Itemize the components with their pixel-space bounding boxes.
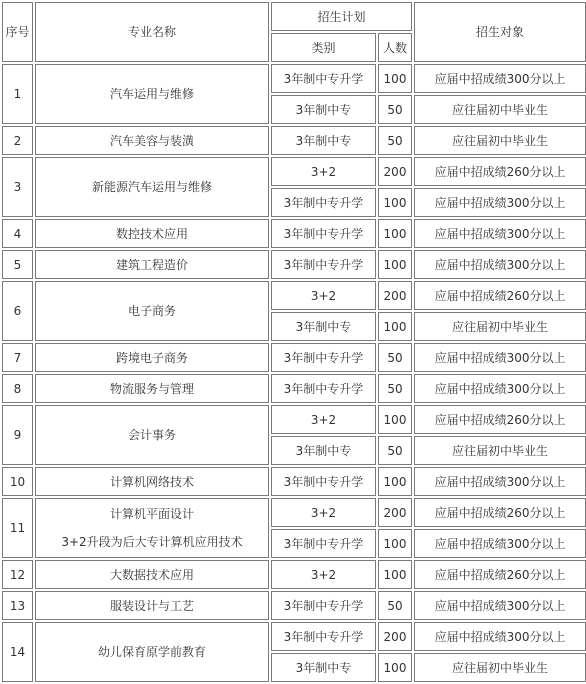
table-row	[2, 405, 586, 434]
table-row	[2, 64, 586, 93]
seq-cell: 14	[2, 622, 33, 682]
target-cell: 应届中招成绩260分以上	[414, 560, 586, 589]
header-target: 招生对象	[414, 2, 586, 62]
count-cell: 50	[378, 95, 412, 124]
category-cell: 3+2	[271, 560, 376, 589]
major-cell	[35, 405, 269, 465]
count-cell: 50	[378, 436, 412, 465]
major-cell	[35, 467, 269, 496]
category-cell: 3+2	[271, 405, 376, 434]
category-cell: 3年制中专升学	[271, 219, 376, 248]
target-cell: 应届中招成绩300分以上	[414, 188, 586, 217]
major-name: 计算机网络技术	[109, 474, 194, 489]
table-row	[2, 622, 586, 651]
table-row	[2, 219, 586, 248]
major-cell	[35, 157, 269, 217]
count-cell: 100	[378, 312, 412, 341]
count-cell: 100	[378, 560, 412, 589]
count-cell: 100	[378, 64, 412, 93]
major-name: 建筑工程造价	[115, 257, 188, 272]
target-cell: 应届中招成绩260分以上	[414, 281, 586, 310]
major-name: 服装设计与工艺	[109, 598, 194, 613]
count-cell: 50	[378, 343, 412, 372]
major-cell	[35, 126, 269, 155]
target-cell: 应往届初中毕业生	[414, 312, 586, 341]
table-row	[2, 157, 586, 186]
table-row	[2, 126, 586, 155]
count-cell: 100	[378, 529, 412, 558]
count-cell: 200	[378, 157, 412, 186]
major-cell	[35, 343, 269, 372]
seq-cell: 10	[2, 467, 33, 496]
category-cell: 3年制中专	[271, 126, 376, 155]
major-cell	[35, 374, 269, 403]
count-cell: 100	[378, 467, 412, 496]
major-note: 3+2升段为后大专计算机应用技术	[61, 535, 243, 549]
target-cell: 应届中招成绩260分以上	[414, 498, 586, 527]
major-name: 计算机平面设计	[109, 507, 194, 521]
category-cell: 3年制中专升学	[271, 64, 376, 93]
header-major: 专业名称	[35, 2, 269, 62]
target-cell: 应往届初中毕业生	[414, 126, 586, 155]
category-cell: 3年制中专升学	[271, 343, 376, 372]
category-cell: 3+2	[271, 498, 376, 527]
seq-cell: 8	[2, 374, 33, 403]
table-row	[2, 560, 586, 589]
category-cell: 3年制中专	[271, 436, 376, 465]
seq-cell: 3	[2, 157, 33, 217]
count-cell: 100	[378, 405, 412, 434]
category-cell: 3年制中专升学	[271, 591, 376, 620]
target-cell: 应往届初中毕业生	[414, 95, 586, 124]
table-row	[2, 281, 586, 310]
category-cell: 3+2	[271, 157, 376, 186]
target-cell: 应届中招成绩300分以上	[414, 343, 586, 372]
header-plan: 招生计划	[271, 2, 412, 31]
table-row	[2, 591, 586, 620]
table-row	[2, 467, 586, 496]
target-cell: 应届中招成绩300分以上	[414, 219, 586, 248]
count-cell: 50	[378, 126, 412, 155]
major-cell	[35, 281, 269, 341]
target-cell: 应届中招成绩260分以上	[414, 157, 586, 186]
seq-cell: 1	[2, 64, 33, 124]
table-row	[2, 498, 586, 527]
major-cell	[35, 622, 269, 682]
count-cell: 50	[378, 374, 412, 403]
seq-cell: 9	[2, 405, 33, 465]
major-cell	[35, 219, 269, 248]
target-cell: 应届中招成绩300分以上	[414, 374, 586, 403]
major-name: 大数据技术应用	[109, 567, 194, 582]
category-cell: 3年制中专升学	[271, 188, 376, 217]
major-name: 汽车运用与维修	[109, 87, 194, 101]
category-cell: 3年制中专升学	[271, 622, 376, 651]
category-cell: 3年制中专升学	[271, 529, 376, 558]
seq-cell: 4	[2, 219, 33, 248]
count-cell: 50	[378, 591, 412, 620]
major-cell	[35, 64, 269, 124]
category-cell: 3年制中专	[271, 653, 376, 682]
target-cell: 应届中招成绩300分以上	[414, 529, 586, 558]
target-cell: 应届中招成绩300分以上	[414, 250, 586, 279]
header-count: 人数	[378, 33, 412, 62]
major-cell	[35, 250, 269, 279]
count-cell: 100	[378, 188, 412, 217]
seq-cell: 13	[2, 591, 33, 620]
count-cell: 200	[378, 281, 412, 310]
count-cell: 200	[378, 622, 412, 651]
major-name: 幼儿保育原学前教育	[97, 645, 206, 659]
header-category: 类别	[271, 33, 376, 62]
major-name: 新能源汽车运用与维修	[91, 180, 212, 194]
count-cell: 100	[378, 219, 412, 248]
target-cell: 应届中招成绩300分以上	[414, 467, 586, 496]
target-cell: 应届中招成绩300分以上	[414, 622, 586, 651]
seq-cell: 7	[2, 343, 33, 372]
target-cell: 应届中招成绩300分以上	[414, 591, 586, 620]
seq-cell: 12	[2, 560, 33, 589]
category-cell: 3年制中专	[271, 95, 376, 124]
target-cell: 应届中招成绩300分以上	[414, 64, 586, 93]
major-cell	[35, 560, 269, 589]
category-cell: 3年制中专升学	[271, 374, 376, 403]
target-cell: 应往届初中毕业生	[414, 653, 586, 682]
table-row	[2, 374, 586, 403]
major-name: 跨境电子商务	[115, 350, 188, 365]
major-name: 电子商务	[127, 304, 176, 318]
category-cell: 3年制中专升学	[271, 250, 376, 279]
seq-cell: 2	[2, 126, 33, 155]
category-cell: 3年制中专升学	[271, 467, 376, 496]
header-row	[2, 2, 586, 31]
target-cell: 应届中招成绩260分以上	[414, 405, 586, 434]
category-cell: 3+2	[271, 281, 376, 310]
seq-cell: 11	[2, 498, 33, 558]
major-name: 汽车美容与装潢	[109, 133, 194, 148]
major-name: 物流服务与管理	[109, 381, 194, 396]
major-name: 数控技术应用	[115, 226, 188, 241]
table-row	[2, 343, 586, 372]
header-seq: 序号	[2, 2, 33, 62]
count-cell: 200	[378, 498, 412, 527]
count-cell: 100	[378, 653, 412, 682]
major-cell	[35, 591, 269, 620]
table-row	[2, 250, 586, 279]
count-cell: 100	[378, 250, 412, 279]
target-cell: 应往届初中毕业生	[414, 436, 586, 465]
major-cell	[35, 498, 269, 558]
major-name: 会计事务	[127, 428, 176, 442]
category-cell: 3年制中专	[271, 312, 376, 341]
seq-cell: 6	[2, 281, 33, 341]
seq-cell: 5	[2, 250, 33, 279]
